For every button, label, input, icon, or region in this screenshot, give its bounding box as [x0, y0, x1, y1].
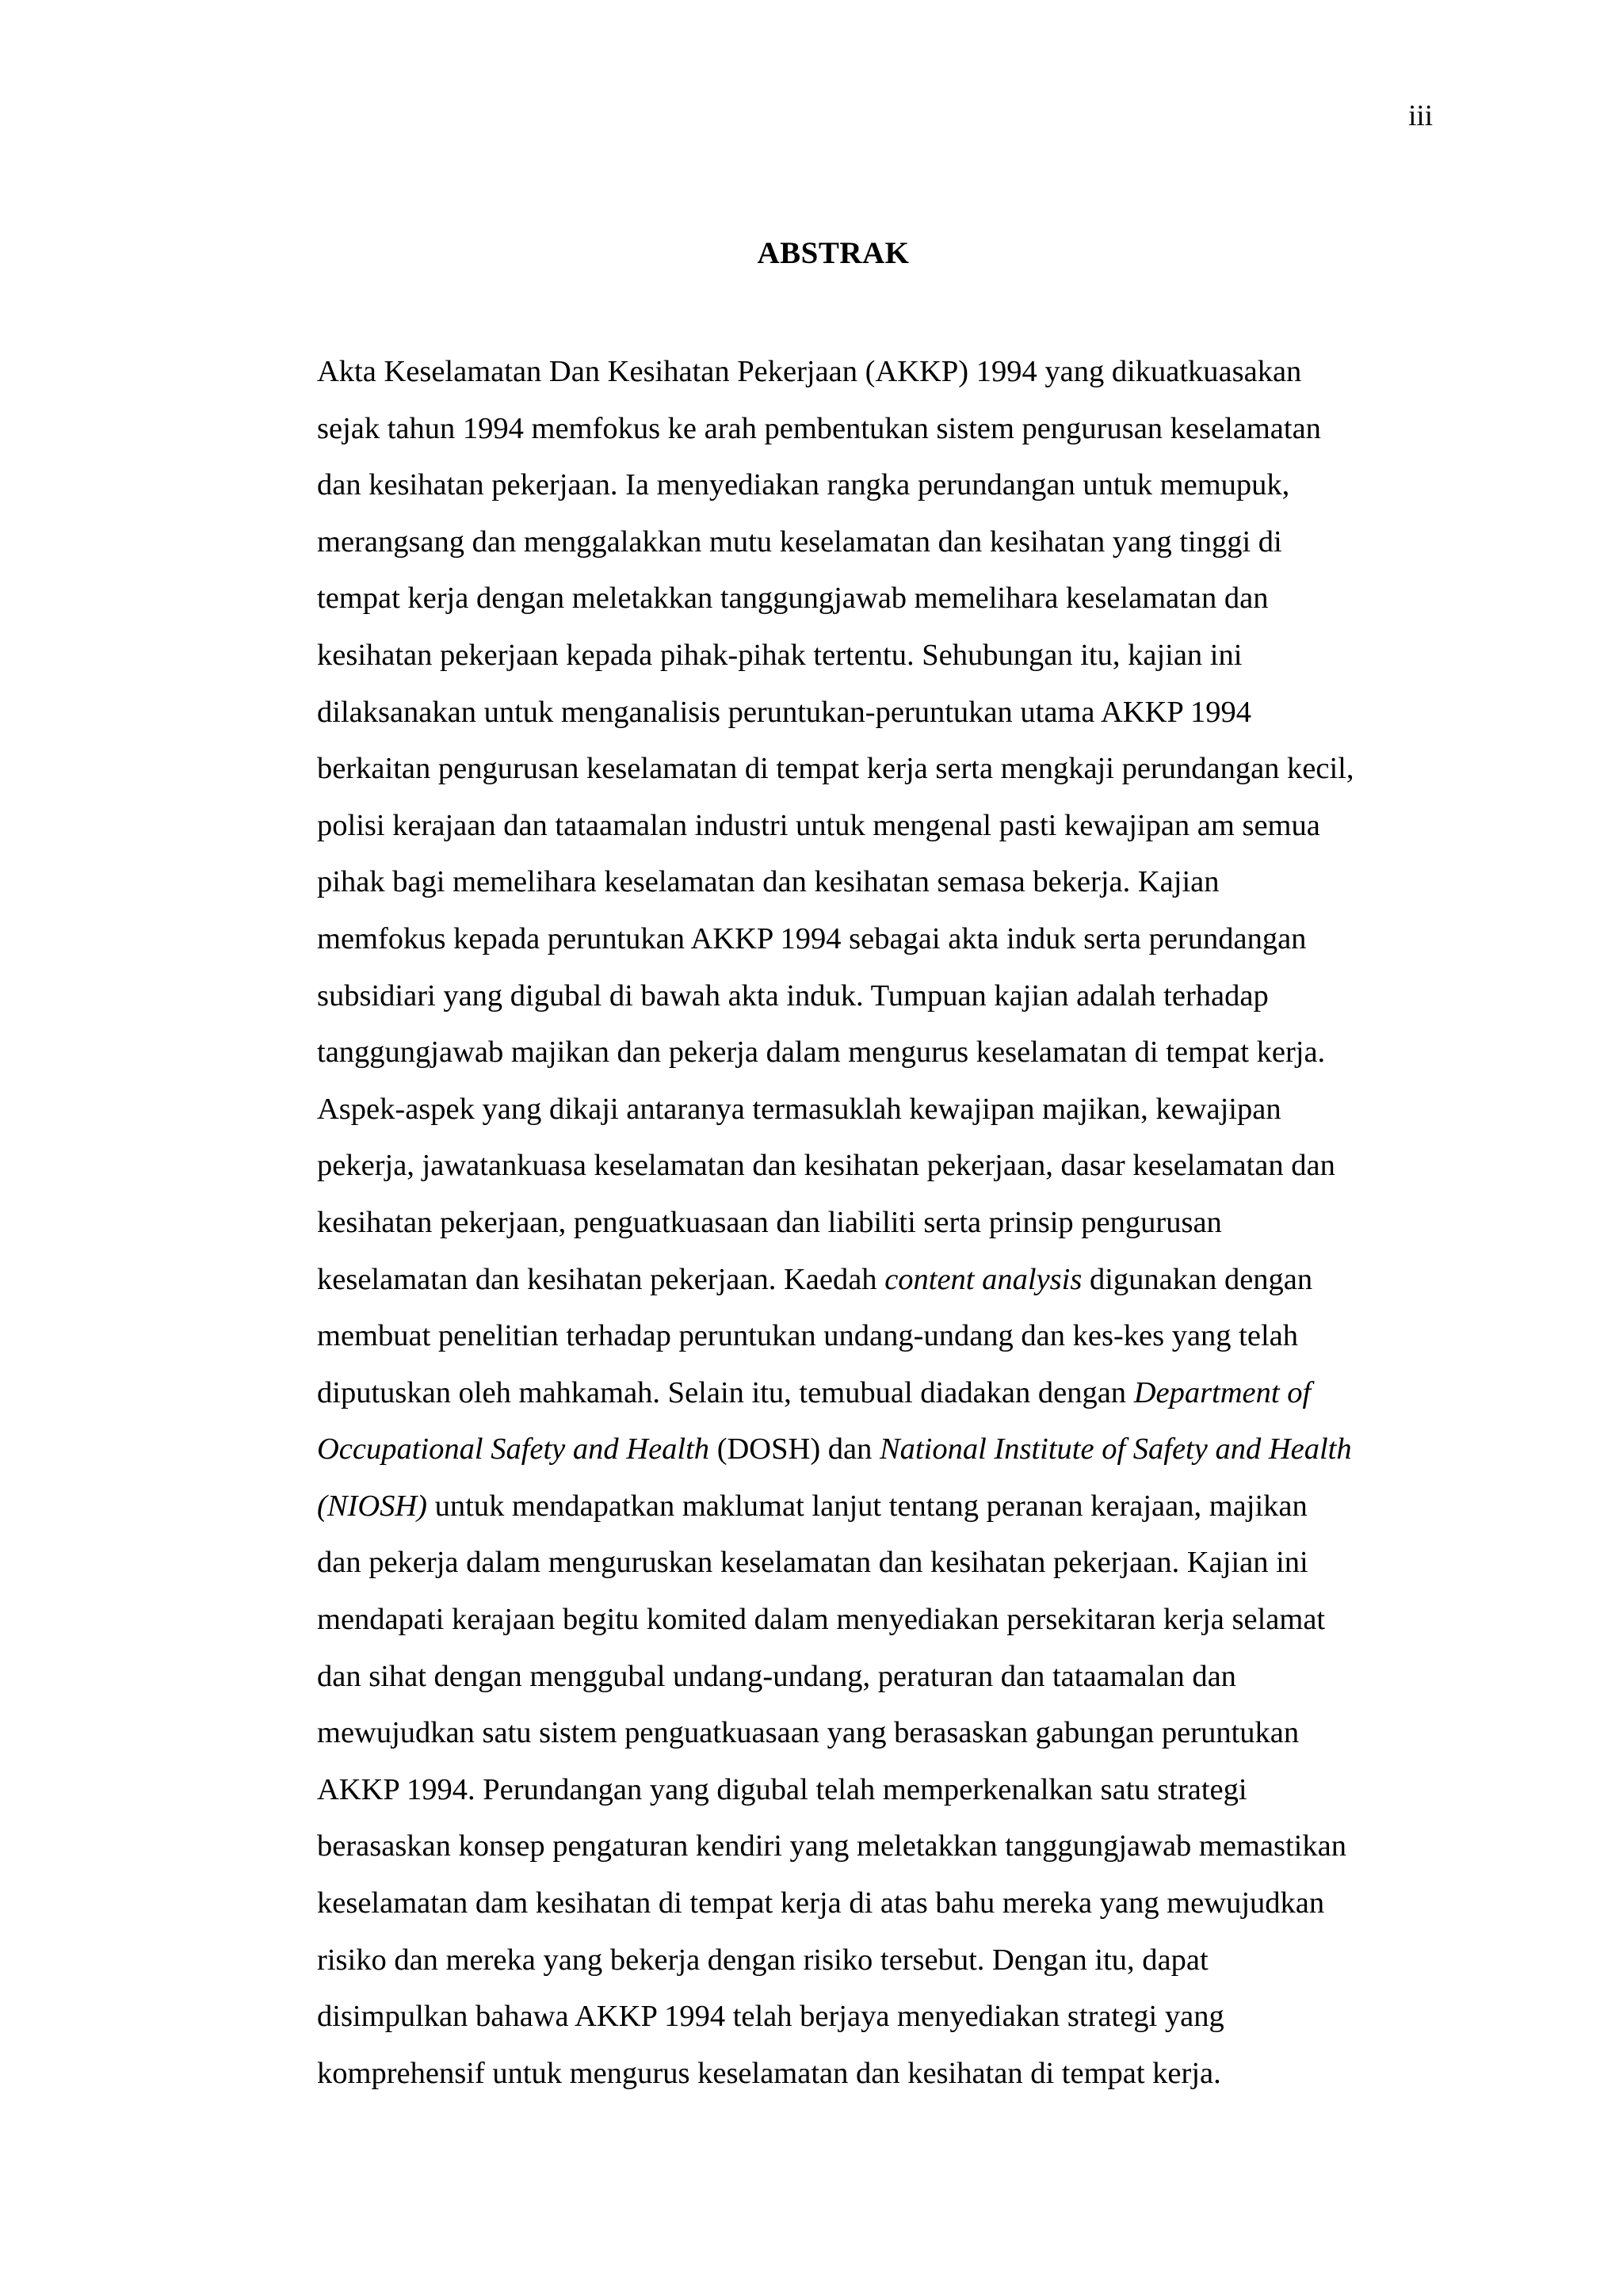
text-segment: dilaksanakan untuk menganalisis peruntukan-peruntukan utama AKKP 1994: [317, 695, 1251, 729]
italic-term: Department of: [1133, 1375, 1312, 1409]
abstract-line: [317, 401, 1442, 458]
text-segment: mendapati kerajaan begitu komited dalam menyediakan persekitaran kerja selamat: [317, 1603, 1326, 1637]
text-segment: keselamatan dan kesihatan pekerjaan. Kaedah: [317, 1262, 885, 1296]
text-segment: tanggungjawab majikan dan pekerja dalam mengurus keselamatan di tempat kerja.: [317, 1035, 1326, 1070]
text-segment: Aspek-aspek yang dikaji antaranya termasuklah kewajipan majikan, kewajipan: [317, 1092, 1281, 1126]
text-segment: risiko dan mereka yang bekerja dengan risiko tersebut. Dengan itu, dapat: [317, 1943, 1209, 1977]
abstract-line: [317, 685, 1442, 742]
text-segment: pekerja, jawatankuasa keselamatan dan kesihatan pekerjaan, dasar keselamatan dan: [317, 1149, 1335, 1183]
text-segment: dan kesihatan pekerjaan. Ia menyediakan rangka perundangan untuk memupuk,: [317, 468, 1290, 502]
text-segment: AKKP 1994. Perundangan yang digubal telah memperkenalkan satu strategi: [317, 1772, 1247, 1806]
abstract-line: [317, 1081, 1442, 1138]
italic-term: content analysis: [884, 1262, 1083, 1296]
abstract-line: [317, 1762, 1442, 1819]
text-segment: mewujudkan satu sistem penguatkuasaan yang berasaskan gabungan peruntukan: [317, 1716, 1300, 1750]
text-segment: digunakan dengan: [1082, 1262, 1313, 1296]
abstract-line: [317, 1252, 1442, 1309]
abstract-line: [317, 1308, 1442, 1365]
abstract-line: [317, 1989, 1442, 2046]
abstract-line: [317, 798, 1442, 855]
abstract-line: [317, 514, 1442, 571]
text-segment: tempat kerja dengan meletakkan tanggungjawab memelihara keselamatan dan: [317, 582, 1269, 616]
text-segment: memfokus kepada peruntukan AKKP 1994 sebagai akta induk serta perundangan: [317, 921, 1307, 955]
abstract-line: [317, 570, 1442, 627]
abstract-line: [317, 911, 1442, 968]
abstract-line: [317, 741, 1442, 798]
text-segment: sejak tahun 1994 memfokus ke arah pembentukan sistem pengurusan keselamatan: [317, 411, 1321, 445]
abstract-title: ABSTRAK: [757, 236, 910, 270]
text-segment: dan pekerja dalam menguruskan keselamatan dan kesihatan pekerjaan. Kajian ini: [317, 1546, 1308, 1580]
abstract-line: [317, 1705, 1442, 1762]
text-segment: kesihatan pekerjaan kepada pihak-pihak tertentu. Sehubungan itu, kajian ini: [317, 638, 1243, 672]
abstract-line: [317, 1592, 1442, 1649]
text-segment: berkaitan pengurusan keselamatan di tempat kerja serta mengkaji perundangan kecil,: [317, 752, 1354, 786]
text-segment: membuat penelitian terhadap peruntukan undang-undang dan kes-kes yang telah: [317, 1319, 1298, 1353]
abstract-line: [317, 854, 1442, 911]
text-segment: merangsang dan menggalakkan mutu keselamatan dan kesihatan yang tinggi di: [317, 524, 1282, 559]
abstract-line: [317, 968, 1442, 1025]
italic-term: (NIOSH): [317, 1489, 427, 1523]
abstract-line: [317, 1875, 1442, 1932]
text-segment: kesihatan pekerjaan, penguatkuasaan dan liabiliti serta prinsip pengurusan: [317, 1205, 1222, 1239]
abstract-body: [317, 344, 1442, 2102]
abstract-line: [317, 344, 1442, 401]
abstract-line: [317, 457, 1442, 514]
abstract-line: [317, 1365, 1442, 1422]
text-segment: komprehensif untuk mengurus keselamatan dan kesihatan di tempat kerja.: [317, 2056, 1221, 2090]
abstract-line: [317, 2046, 1442, 2103]
text-segment: polisi kerajaan dan tataamalan industri untuk mengenal pasti kewajipan am semua: [317, 808, 1320, 842]
abstract-line: [317, 1649, 1442, 1706]
text-segment: Akta Keselamatan Dan Kesihatan Pekerjaan (AKKP) 1994 yang dikuatkuasakan: [317, 355, 1302, 388]
text-segment: keselamatan dam kesihatan di tempat kerja di atas bahu mereka yang mewujudkan: [317, 1886, 1325, 1920]
text-segment: subsidiari yang digubal di bawah akta induk. Tumpuan kajian adalah terhadap: [317, 978, 1269, 1013]
italic-term: Occupational Safety and Health: [317, 1432, 710, 1466]
text-segment: pihak bagi memelihara keselamatan dan kesihatan semasa bekerja. Kajian: [317, 865, 1220, 899]
abstract-line: [317, 1024, 1442, 1081]
italic-term: National Institute of Safety and Health: [880, 1432, 1352, 1466]
abstract-line: [317, 1478, 1442, 1535]
text-segment: untuk mendapatkan maklumat lanjut tentang peranan kerajaan, majikan: [427, 1489, 1308, 1523]
abstract-line: [317, 1818, 1442, 1875]
abstract-line: [317, 1932, 1442, 1989]
text-segment: berasaskan konsep pengaturan kendiri yang meletakkan tanggungjawab memastikan: [317, 1829, 1346, 1863]
text-segment: (DOSH) dan: [709, 1432, 880, 1466]
text-segment: diputuskan oleh mahkamah. Selain itu, temubual diadakan dengan: [317, 1375, 1134, 1409]
abstract-line: [317, 1138, 1442, 1195]
text-segment: dan sihat dengan menggubal undang-undang, peraturan dan tataamalan dan: [317, 1659, 1236, 1693]
text-segment: disimpulkan bahawa AKKP 1994 telah berjaya menyediakan strategi yang: [317, 2000, 1224, 2034]
abstract-line: [317, 1421, 1442, 1478]
abstract-line: [317, 1195, 1442, 1252]
page-number: iii: [1408, 100, 1433, 132]
abstract-line: [317, 1535, 1442, 1592]
abstract-line: [317, 627, 1442, 685]
